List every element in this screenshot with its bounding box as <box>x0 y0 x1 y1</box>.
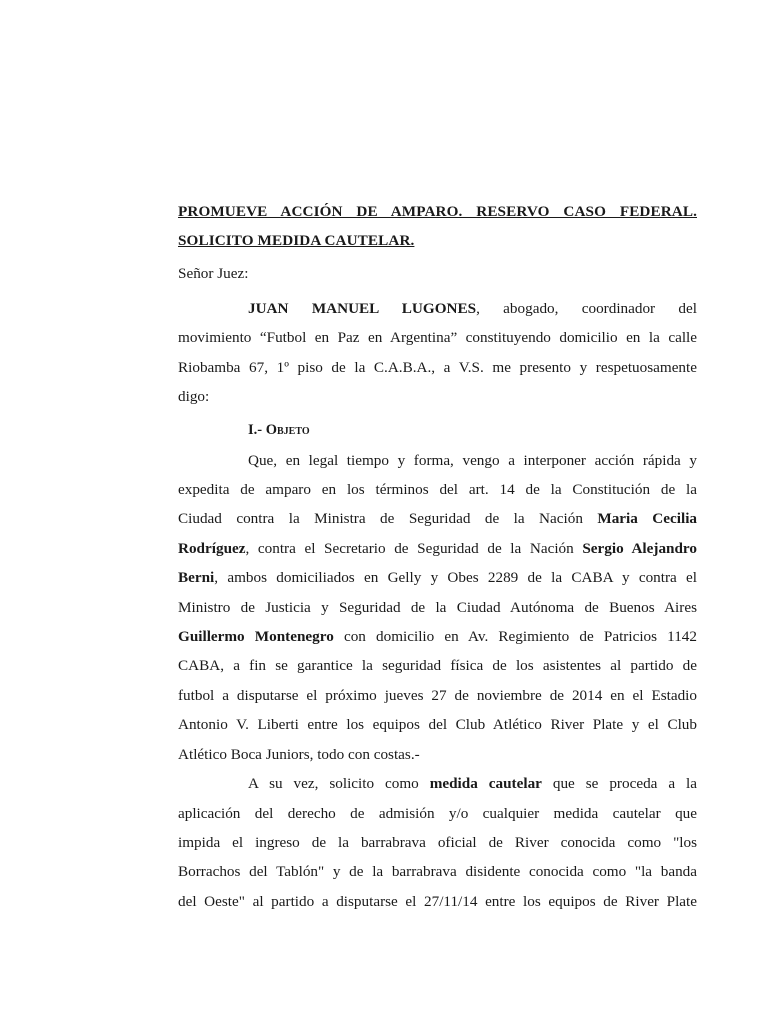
document-title-line-2: SOLICITO MEDIDA CAUTELAR. <box>178 232 415 249</box>
objeto-paragraph <box>178 446 697 769</box>
cautelar-line-1: A su vez, solicito como medida cautelar que se proceda a la <box>248 775 698 793</box>
intro-line-2: movimiento “Futbol en Paz en Argentina” constituyendo domicilio en la calle <box>178 329 697 347</box>
salutation: Señor Juez: <box>178 265 249 282</box>
document-page <box>178 197 697 916</box>
intro-line-3: Riobamba 67, 1º piso de la C.A.B.A., a V.S. me presento y respetuosamente <box>178 358 697 376</box>
objeto-line-3: Ciudad contra la Ministra de Seguridad de la Nación Maria Cecilia <box>178 510 698 528</box>
intro-line-4: digo: <box>178 388 210 406</box>
cautelar-line-4: Borrachos del Tablón" y de la barrabrava disidente conocida como "la banda <box>178 863 697 881</box>
cautelar-line-5: del Oeste" al partido a disputarse el 27/11/14 entre los equipos de River Plate <box>178 892 697 910</box>
objeto-line-10: Antonio V. Liberti entre los equipos del Club Atlético River Plate y el Club <box>178 716 697 734</box>
intro-line-1: JUAN MANUEL LUGONES, abogado, coordinador del <box>248 300 697 317</box>
cautelar-line-2: aplicación del derecho de admisión y/o cualquier medida cautelar que <box>178 804 697 822</box>
lawyer-name: JUAN MANUEL LUGONES <box>248 300 477 317</box>
document-title-line-1: PROMUEVE ACCIÓN DE AMPARO. RESERVO CASO FEDERAL. <box>178 203 697 220</box>
section-heading-objeto: I.- Objeto <box>248 421 310 438</box>
intro-paragraph <box>178 294 697 412</box>
objeto-line-7: Guillermo Montenegro con domicilio en Av. Regimiento de Patricios 1142 <box>178 628 697 646</box>
objeto-line-8: CABA, a fin se garantice la seguridad física de los asistentes al partido de <box>178 657 697 675</box>
cautelar-paragraph <box>178 769 697 916</box>
objeto-line-1: Que, en legal tiempo y forma, vengo a interponer acción rápida y <box>248 451 697 469</box>
objeto-line-2: expedita de amparo en los términos del art. 14 de la Constitución de la <box>178 481 697 499</box>
cautelar-line-3: impida el ingreso de la barrabrava oficial de River conocida como "los <box>178 833 697 851</box>
objeto-line-6: Ministro de Justicia y Seguridad de la Ciudad Autónoma de Buenos Aires <box>178 598 697 616</box>
objeto-line-4: Rodríguez, contra el Secretario de Seguridad de la Nación Sergio Alejandro <box>178 539 697 557</box>
objeto-line-5: Berni, ambos domiciliados en Gelly y Obes 2289 de la CABA y contra el <box>178 569 697 587</box>
objeto-line-9: futbol a disputarse el próximo jueves 27 de noviembre de 2014 en el Estadio <box>178 686 697 704</box>
objeto-line-11: Atlético Boca Juniors, todo con costas.- <box>178 745 420 763</box>
